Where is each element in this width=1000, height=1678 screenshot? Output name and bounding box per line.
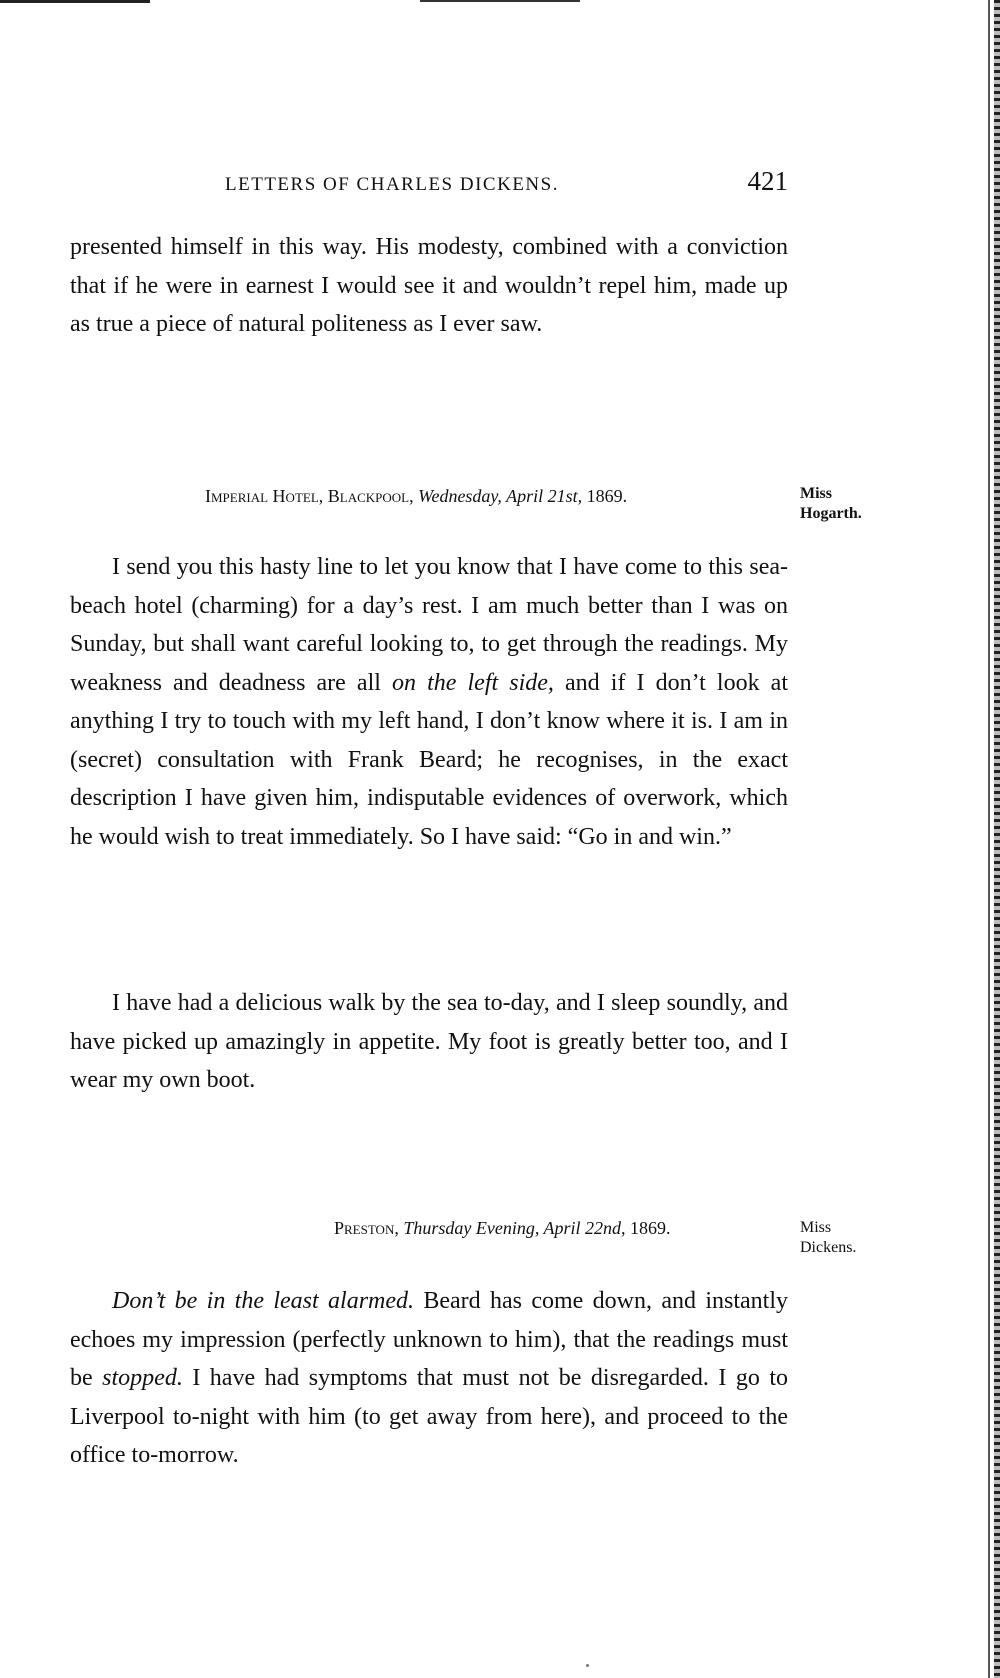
- letter1-place: Imperial Hotel, Blackpool,: [205, 486, 414, 506]
- letter2-p1-emphasis-2: stopped.: [102, 1365, 183, 1391]
- letter2-recipient-line1: Miss: [800, 1219, 832, 1236]
- scan-edge-top: [0, 0, 150, 3]
- letter2-recipient: [800, 1218, 856, 1258]
- running-title: LETTERS OF CHARLES DICKENS.: [225, 174, 559, 195]
- scan-speck: [586, 1664, 589, 1667]
- letter1-paragraph-2: I have had a delicious walk by the sea to-day, and I sleep soundly, and have picked up amazingly in appetite. My foot is greatly better too, and I wear my own boot.: [70, 990, 788, 1093]
- letter1-recipient-line1: Miss: [800, 485, 832, 502]
- letter1-recipient: [800, 484, 862, 524]
- letter1-dateline: [205, 486, 627, 507]
- letter2-dateline: [334, 1218, 671, 1239]
- page-number: 421: [747, 166, 788, 196]
- letter2-year: 1869.: [630, 1218, 671, 1238]
- intro-paragraph: presented himself in this way. His modesty, combined with a conviction that if he were in earnest I would see it and wouldn’t repel him, made up as true a piece of natural politeness as I ever saw.: [70, 234, 788, 337]
- letter1-p1-text-a: I send you this hasty line to let you know that I have come to this sea-beach hotel (charming) for a day’s rest. I am much better than I was on Sunday, but shall want careful looking to, to get through the readings. My weakness and deadness are all: [70, 554, 788, 696]
- letter1-p1-text-b: and if I don’t look at anything I try to touch with my left hand, I don’t know where it is. I am in (secret) consultation with Frank Beard; he recognises, in the exact description I have given him, indisputable evidences of overwork, which he would wish to treat immediately. So I have said: “Go in and win.”: [70, 669, 789, 850]
- letter2-place: Preston,: [334, 1218, 399, 1238]
- scan-edge-right-line: [988, 0, 990, 1678]
- scan-edge-top-mark: [420, 0, 580, 2]
- letter1-paragraph-1: [70, 548, 788, 856]
- letter1-date: Wednesday, April 21st,: [418, 486, 583, 506]
- letter1-year: 1869.: [586, 486, 628, 506]
- letter2-p1-text-a: Beard has come down, and instantly echoes my impression (perfectly unknown to him), that the readings must be: [70, 1288, 788, 1391]
- letter1-p1-emphasis: on the left side,: [392, 669, 554, 696]
- page-header: [70, 168, 788, 208]
- letter2-p1-emphasis-1: Don’t be in the least alarmed.: [112, 1288, 415, 1314]
- letter2-p1-text-b: I have had symptoms that must not be disregarded. I go to Liverpool to-night with him (to get away from here), and proceed to the office to-morrow.: [70, 1365, 788, 1468]
- letter2-date: Thursday Evening, April 22nd,: [403, 1218, 626, 1238]
- letter1-recipient-line2: Hogarth.: [800, 505, 862, 522]
- letter2-recipient-line2: Dickens.: [800, 1239, 857, 1256]
- scan-edge-right: [994, 0, 1000, 1678]
- letter2-paragraph-1: [70, 1282, 788, 1475]
